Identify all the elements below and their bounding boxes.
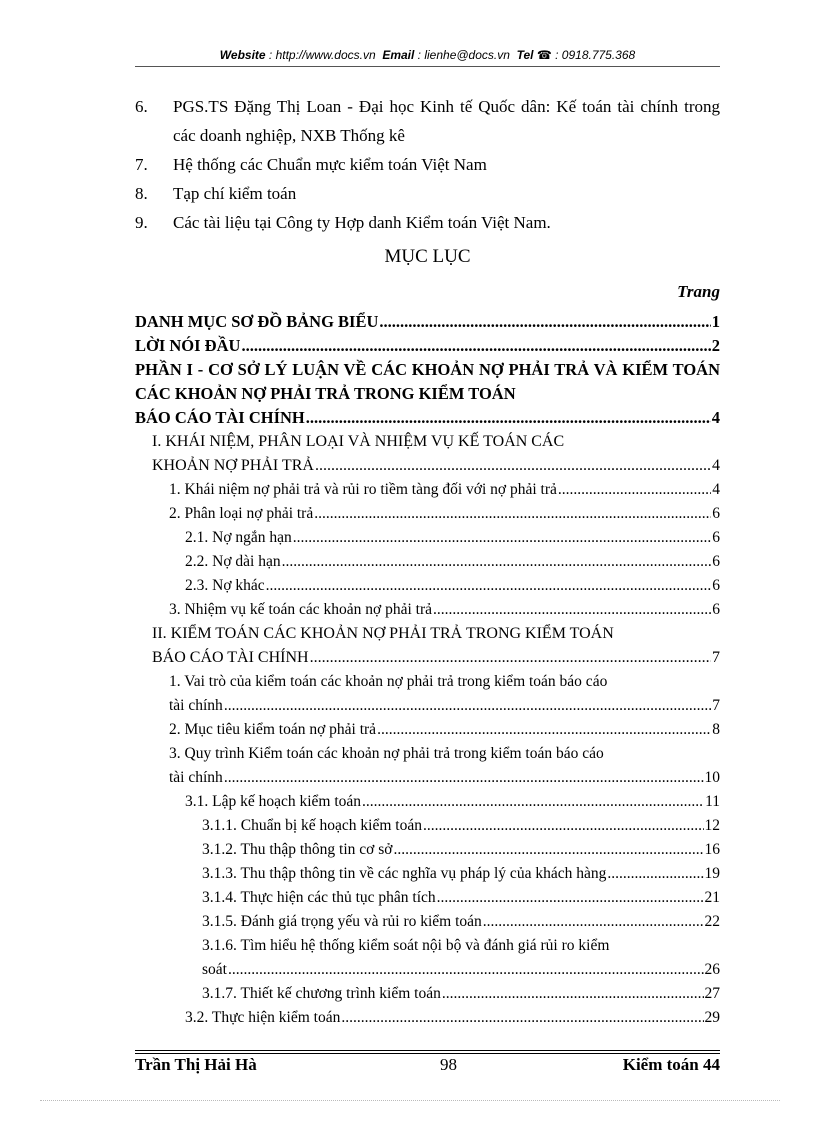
toc-entry[interactable] bbox=[135, 910, 720, 934]
toc-leader-dots bbox=[483, 910, 704, 934]
toc-entry-title: 2.3. Nợ khác bbox=[185, 577, 265, 594]
toc-entry[interactable] bbox=[135, 574, 720, 598]
reference-number: 6. bbox=[135, 97, 148, 116]
toc-entry[interactable] bbox=[135, 838, 720, 862]
toc-leader-dots bbox=[362, 790, 704, 814]
page-column-label: Trang bbox=[677, 282, 720, 301]
toc-page-number: 26 bbox=[704, 961, 720, 978]
toc-leader-dots bbox=[423, 814, 704, 838]
toc-entry[interactable] bbox=[135, 622, 720, 670]
toc-page-number: 4 bbox=[712, 457, 720, 474]
reference-text: Hệ thống các Chuẩn mực kiểm toán Việt Nam bbox=[173, 155, 487, 174]
toc-page-number: 27 bbox=[704, 985, 720, 1002]
toc-entry-line bbox=[202, 886, 720, 910]
toc-entry-line bbox=[169, 694, 720, 718]
email-label: Email bbox=[382, 48, 415, 62]
footer-page-number: 98 bbox=[440, 1055, 457, 1074]
toc-leader-dots bbox=[393, 838, 703, 862]
toc-leader-dots bbox=[224, 766, 704, 790]
toc-entry-title: DANH MỤC SƠ ĐỒ BẢNG BIỂU bbox=[135, 312, 379, 331]
toc-entry-line bbox=[169, 598, 720, 622]
toc-page-number: 1 bbox=[711, 312, 720, 331]
toc-entry[interactable] bbox=[135, 526, 720, 550]
header-divider bbox=[135, 66, 720, 67]
toc-page-number: 29 bbox=[704, 1009, 720, 1026]
toc-page-number: 8 bbox=[712, 721, 720, 738]
toc-leader-dots bbox=[314, 502, 711, 526]
toc-entry[interactable] bbox=[135, 934, 720, 982]
toc-page-number: 22 bbox=[704, 913, 720, 930]
toc-entry-line bbox=[185, 1006, 720, 1030]
toc-page-number: 4 bbox=[711, 408, 720, 427]
toc-page-number: 16 bbox=[704, 841, 720, 858]
toc-entry-title: 3.1.3. Thu thập thông tin về các nghĩa vụ pháp lý của khách hàng bbox=[202, 865, 607, 882]
toc-page-number: 6 bbox=[712, 577, 720, 594]
toc-entry-line bbox=[135, 406, 720, 430]
toc-entry[interactable] bbox=[135, 862, 720, 886]
phone-icon: ☎ bbox=[536, 48, 552, 62]
reference-text: Tạp chí kiểm toán bbox=[173, 184, 297, 203]
toc-entry[interactable] bbox=[135, 598, 720, 622]
toc-page-number: 7 bbox=[712, 697, 720, 714]
table-of-contents bbox=[135, 310, 720, 1030]
toc-entry[interactable] bbox=[135, 718, 720, 742]
toc-page-number: 7 bbox=[712, 649, 720, 666]
toc-entry[interactable] bbox=[135, 670, 720, 718]
toc-entry[interactable] bbox=[135, 478, 720, 502]
toc-entry-title: tài chính bbox=[169, 769, 223, 786]
tel-value: : 0918.775.368 bbox=[555, 48, 636, 62]
toc-leader-dots bbox=[228, 958, 704, 982]
toc-entry-line bbox=[202, 910, 720, 934]
toc-leader-dots bbox=[310, 646, 711, 670]
toc-entry-text-start: 1. Vai trò của kiểm toán các khoản nợ phải trả trong kiểm toán báo cáo bbox=[169, 673, 608, 690]
toc-leader-dots bbox=[241, 334, 710, 358]
toc-entry[interactable] bbox=[135, 886, 720, 910]
page-bottom-border bbox=[40, 1100, 780, 1101]
toc-page-number: 6 bbox=[712, 553, 720, 570]
toc-entry-line bbox=[152, 646, 720, 670]
reference-list bbox=[135, 92, 720, 237]
toc-entry-line bbox=[202, 814, 720, 838]
toc-entry-line bbox=[185, 550, 720, 574]
toc-entry-line bbox=[202, 982, 720, 1006]
toc-entry[interactable] bbox=[135, 814, 720, 838]
toc-entry-line bbox=[185, 790, 720, 814]
toc-entry-text-start: I. KHÁI NIỆM, PHÂN LOẠI VÀ NHIỆM VỤ KẾ TOÁN CÁC bbox=[152, 433, 565, 450]
toc-entry-title: 3.1. Lập kế hoạch kiểm toán bbox=[185, 793, 362, 810]
toc-entry-line bbox=[169, 766, 720, 790]
toc-page-number: 21 bbox=[704, 889, 720, 906]
toc-entry[interactable] bbox=[135, 334, 720, 358]
toc-leader-dots bbox=[306, 406, 711, 430]
toc-entry-line bbox=[152, 454, 720, 478]
footer-divider bbox=[135, 1050, 720, 1051]
reference-item bbox=[135, 208, 720, 237]
toc-entry-title: 3.1.7. Thiết kế chương trình kiểm toán bbox=[202, 985, 441, 1002]
toc-entry-line bbox=[185, 526, 720, 550]
toc-leader-dots bbox=[607, 862, 703, 886]
toc-entry[interactable] bbox=[135, 310, 720, 334]
reference-text: Các tài liệu tại Công ty Hợp danh Kiểm toán Việt Nam. bbox=[173, 213, 551, 232]
toc-page-number: 11 bbox=[705, 793, 720, 810]
reference-number: 7. bbox=[135, 155, 148, 174]
toc-leader-dots bbox=[442, 982, 704, 1006]
toc-entry[interactable] bbox=[135, 550, 720, 574]
toc-leader-dots bbox=[558, 478, 711, 502]
toc-entry[interactable] bbox=[135, 358, 720, 430]
toc-entry-line bbox=[169, 718, 720, 742]
toc-entry-title: 2. Phân loại nợ phải trả bbox=[169, 505, 314, 522]
toc-entry-text-start: PHẦN I - CƠ SỞ LÝ LUẬN VỀ CÁC KHOẢN NỢ PHẢI TRẢ VÀ KIỂM TOÁN CÁC KHOẢN NỢ PHẢI TRẢ TRONG KIỂM TOÁN bbox=[135, 360, 720, 403]
toc-page-number: 6 bbox=[712, 505, 720, 522]
toc-page-number: 2 bbox=[711, 336, 720, 355]
toc-page-number: 10 bbox=[704, 769, 720, 786]
reference-item bbox=[135, 92, 720, 150]
toc-leader-dots bbox=[379, 310, 710, 334]
toc-entry-title: BÁO CÁO TÀI CHÍNH bbox=[152, 649, 309, 666]
toc-entry-title: 2.1. Nợ ngắn hạn bbox=[185, 529, 292, 546]
toc-page-number: 4 bbox=[712, 481, 720, 498]
reference-number: 8. bbox=[135, 184, 148, 203]
toc-entry-line bbox=[202, 862, 720, 886]
toc-page-number: 12 bbox=[704, 817, 720, 834]
toc-leader-dots bbox=[282, 550, 712, 574]
toc-entry-line bbox=[135, 310, 720, 334]
toc-entry-text-start: 3.1.6. Tìm hiểu hệ thống kiểm soát nội bộ và đánh giá rủi ro kiểm bbox=[202, 937, 610, 954]
reference-number: 9. bbox=[135, 213, 148, 232]
toc-page-number: 6 bbox=[712, 601, 720, 618]
toc-entry-title: 3.1.5. Đánh giá trọng yếu và rủi ro kiểm toán bbox=[202, 913, 482, 930]
toc-entry-title: 3.1.1. Chuẩn bị kế hoạch kiểm toán bbox=[202, 817, 422, 834]
toc-entry-title: LỜI NÓI ĐẦU bbox=[135, 336, 241, 355]
toc-entry[interactable] bbox=[135, 982, 720, 1006]
toc-entry-text-start: II. KIỂM TOÁN CÁC KHOẢN NỢ PHẢI TRẢ TRONG KIỂM TOÁN bbox=[152, 625, 614, 642]
toc-entry-line bbox=[202, 958, 720, 982]
footer-author: Trần Thị Hải Hà bbox=[135, 1055, 257, 1074]
toc-entry-title: 2. Mục tiêu kiểm toán nợ phải trả bbox=[169, 721, 377, 738]
toc-entry-line bbox=[169, 478, 720, 502]
toc-entry[interactable] bbox=[135, 502, 720, 526]
toc-leader-dots bbox=[315, 454, 711, 478]
toc-leader-dots bbox=[437, 886, 704, 910]
toc-entry-line bbox=[169, 502, 720, 526]
toc-leader-dots bbox=[224, 694, 711, 718]
toc-entry[interactable] bbox=[135, 1006, 720, 1030]
website-label: Website bbox=[219, 48, 266, 62]
toc-entry-line bbox=[135, 334, 720, 358]
email-value[interactable]: : lienhe@docs.vn bbox=[417, 48, 510, 62]
toc-leader-dots bbox=[266, 574, 712, 598]
toc-entry[interactable] bbox=[135, 742, 720, 790]
footer-divider-second bbox=[135, 1053, 720, 1054]
toc-leader-dots bbox=[341, 1006, 703, 1030]
reference-item bbox=[135, 179, 720, 208]
toc-entry-title: BÁO CÁO TÀI CHÍNH bbox=[135, 408, 305, 427]
page-header bbox=[135, 48, 720, 62]
toc-leader-dots bbox=[433, 598, 711, 622]
toc-title: MỤC LỤC bbox=[384, 246, 471, 267]
toc-page-number: 19 bbox=[704, 865, 720, 882]
toc-entry-title: 2.2. Nợ dài hạn bbox=[185, 553, 281, 570]
toc-entry-line bbox=[185, 574, 720, 598]
toc-entry-title: 3.2. Thực hiện kiểm toán bbox=[185, 1009, 341, 1026]
toc-entry-title: soát bbox=[202, 961, 227, 978]
toc-leader-dots bbox=[377, 718, 711, 742]
reference-item bbox=[135, 150, 720, 179]
tel-label: Tel bbox=[516, 48, 534, 62]
toc-entry-title: 3.1.4. Thực hiện các thủ tục phân tích bbox=[202, 889, 436, 906]
toc-entry-title: 3. Nhiệm vụ kế toán các khoản nợ phải trả bbox=[169, 601, 433, 618]
toc-entry-title: tài chính bbox=[169, 697, 223, 714]
toc-entry-line bbox=[202, 838, 720, 862]
toc-leader-dots bbox=[293, 526, 711, 550]
reference-text: PGS.TS Đặng Thị Loan - Đại học Kinh tế Quốc dân: Kế toán tài chính trong các doanh nghiệp, NXB Thống kê bbox=[173, 97, 720, 145]
page-footer bbox=[135, 1055, 720, 1075]
toc-page-number: 6 bbox=[712, 529, 720, 546]
website-value[interactable]: : http://www.docs.vn bbox=[268, 48, 376, 62]
toc-entry-text-start: 3. Quy trình Kiểm toán các khoản nợ phải trả trong kiểm toán báo cáo bbox=[169, 745, 604, 762]
toc-entry-title: 3.1.2. Thu thập thông tin cơ sở bbox=[202, 841, 393, 858]
toc-entry[interactable] bbox=[135, 430, 720, 478]
toc-entry[interactable] bbox=[135, 790, 720, 814]
footer-class: Kiểm toán 44 bbox=[622, 1055, 720, 1074]
toc-entry-title: 1. Khái niệm nợ phải trả và rủi ro tiềm tàng đối với nợ phải trả bbox=[169, 481, 557, 498]
toc-entry-title: KHOẢN NỢ PHẢI TRẢ bbox=[152, 457, 314, 474]
